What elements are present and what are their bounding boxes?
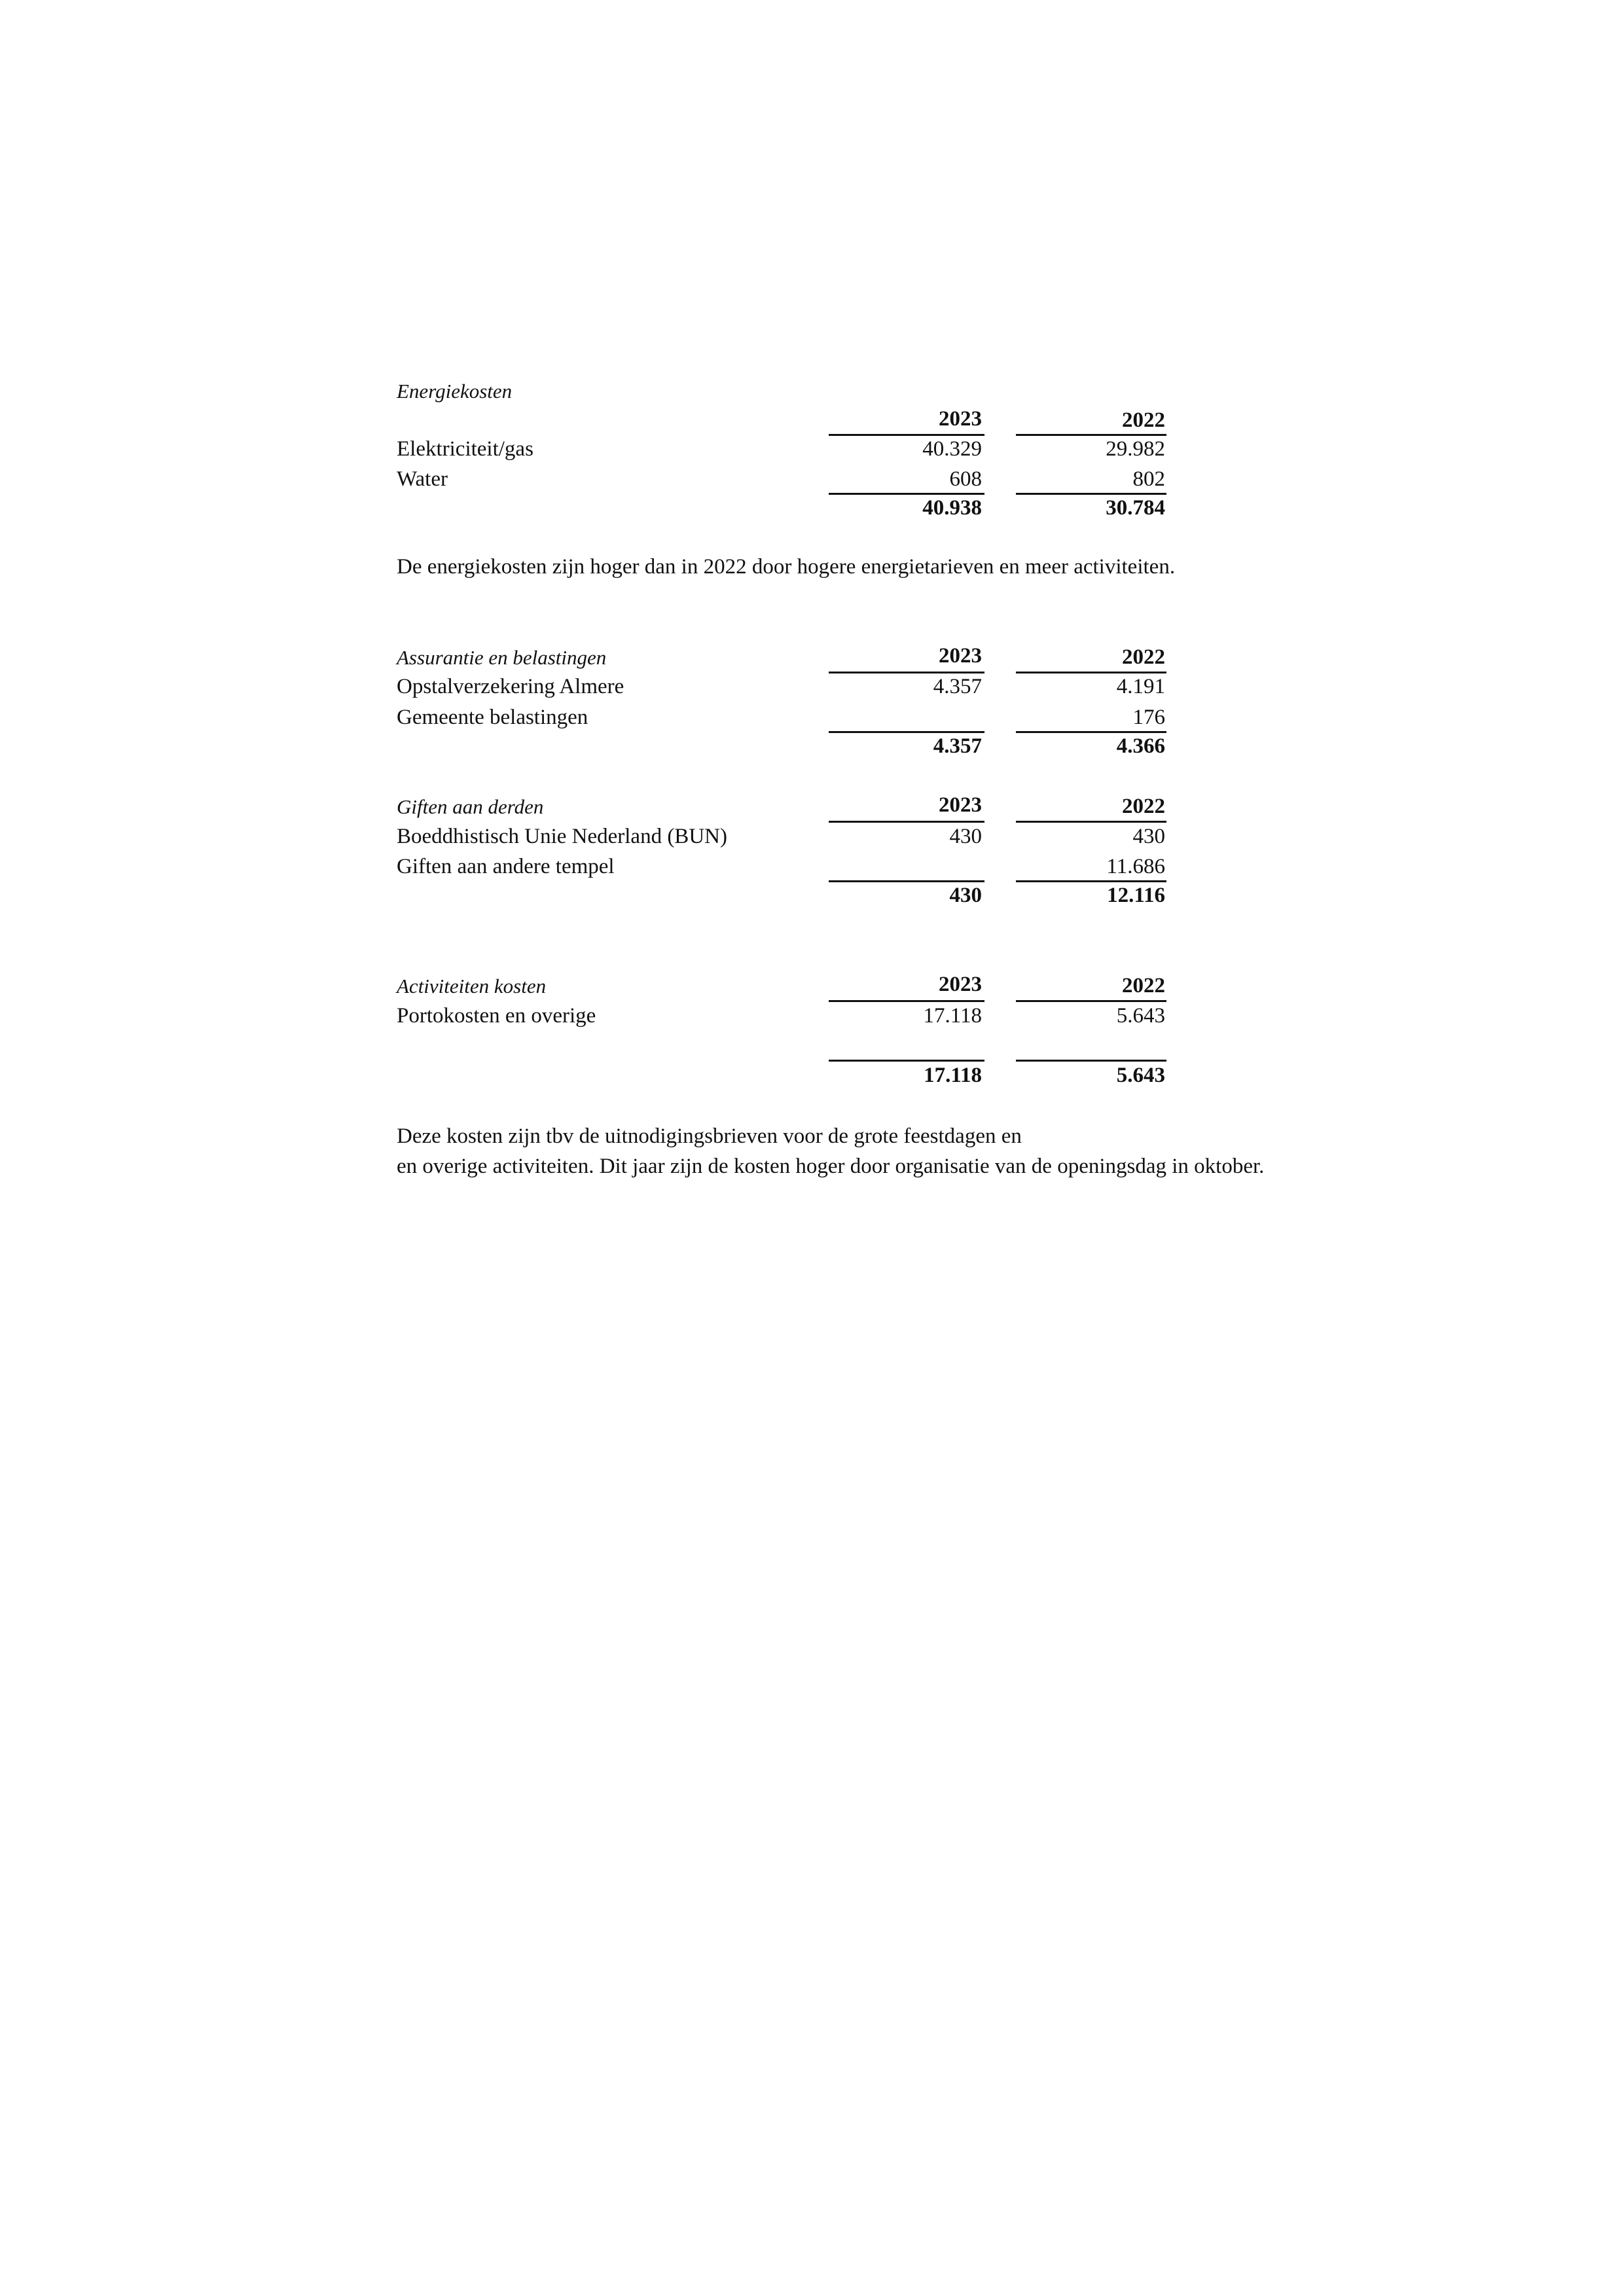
gifts-row-value-2022: 11.686 — [1106, 855, 1165, 878]
activities-col-2023-header: 2023 — [939, 973, 982, 996]
energy-total-2022: 30.784 — [1106, 496, 1165, 520]
energy-row-label: Elektriciteit/gas — [397, 437, 533, 461]
insurance-row-value-2022: 4.191 — [1116, 675, 1165, 698]
activities-section-title: Activiteiten kosten — [397, 975, 547, 997]
gifts-header-rule-2023 — [829, 821, 984, 823]
activities-total-rule-2023 — [829, 1060, 984, 1062]
activities-col-2022-header: 2022 — [1122, 974, 1165, 997]
gifts-row-value-2023: 430 — [949, 825, 982, 848]
activities-row-value-2023: 17.118 — [923, 1004, 982, 1028]
activities-total-2023: 17.118 — [924, 1064, 982, 1087]
energy-row-value-2022: 29.982 — [1106, 437, 1165, 461]
insurance-row-label: Opstalverzekering Almere — [397, 675, 624, 698]
energy-row-value-2023: 608 — [949, 467, 982, 491]
activities-total-rule-2022 — [1016, 1060, 1166, 1062]
energy-row-label: Water — [397, 467, 448, 491]
energy-total-2023: 40.938 — [922, 496, 982, 520]
gifts-col-2022-header: 2022 — [1122, 795, 1165, 818]
activities-note-line-2: en overige activiteiten. Dit jaar zijn de kosten hoger door organisatie van de openingsdag in oktober. — [397, 1155, 1265, 1178]
activities-row-value-2022: 5.643 — [1116, 1004, 1165, 1028]
energy-col-2022-header: 2022 — [1122, 408, 1165, 432]
gifts-header-rule-2022 — [1016, 821, 1166, 823]
insurance-col-2022-header: 2022 — [1122, 645, 1165, 669]
activities-header-rule-2023 — [829, 1000, 984, 1002]
gifts-section-title: Giften aan derden — [397, 795, 544, 818]
insurance-total-2022: 4.366 — [1116, 734, 1165, 758]
insurance-row-label: Gemeente belastingen — [397, 706, 588, 729]
gifts-col-2023-header: 2023 — [939, 793, 982, 817]
energy-section-title: Energiekosten — [397, 380, 513, 403]
activities-header-rule-2022 — [1016, 1000, 1166, 1002]
insurance-col-2023-header: 2023 — [939, 644, 982, 668]
gifts-row-label: Giften aan andere tempel — [397, 855, 615, 878]
insurance-row-value-2023: 4.357 — [933, 675, 982, 698]
activities-total-2022: 5.643 — [1116, 1064, 1165, 1087]
energy-row-value-2022: 802 — [1132, 467, 1165, 491]
insurance-section-title: Assurantie en belastingen — [397, 646, 607, 669]
insurance-total-2023: 4.357 — [933, 734, 982, 758]
gifts-total-2022: 12.116 — [1107, 884, 1165, 907]
activities-row-label: Portokosten en overige — [397, 1004, 596, 1028]
gifts-row-value-2022: 430 — [1132, 825, 1165, 848]
gifts-row-label: Boeddhistisch Unie Nederland (BUN) — [397, 825, 727, 848]
gifts-total-2023: 430 — [949, 884, 982, 907]
insurance-row-value-2022: 176 — [1132, 706, 1165, 729]
energy-col-2023-header: 2023 — [939, 407, 982, 431]
activities-note-line-1: Deze kosten zijn tbv de uitnodigingsbrieven voor de grote feestdagen en — [397, 1124, 1022, 1148]
energy-row-value-2023: 40.329 — [922, 437, 982, 461]
energy-note: De energiekosten zijn hoger dan in 2022 door hogere energietarieven en meer activiteiten. — [397, 555, 1176, 579]
